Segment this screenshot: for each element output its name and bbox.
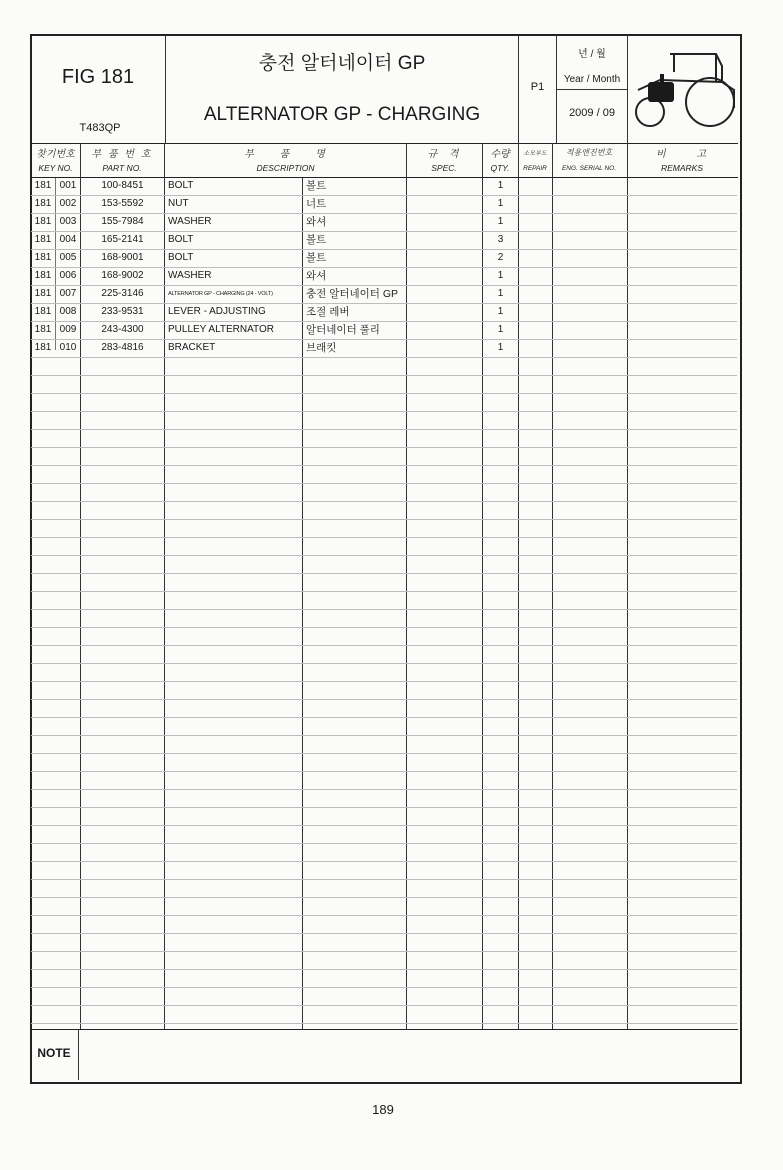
ruled-line <box>31 357 737 358</box>
part-key-number: 002 <box>59 198 77 209</box>
part-number: 168-9001 <box>101 252 144 263</box>
part-key-number: 008 <box>59 306 77 317</box>
column-spec-english: SPEC. <box>431 163 457 173</box>
part-description-english: PULLEY ALTERNATOR <box>168 324 274 335</box>
part-description-korean: 너트 <box>306 198 327 210</box>
part-description-korean: 볼트 <box>306 180 327 192</box>
part-quantity: 1 <box>497 180 504 191</box>
header-divider <box>557 89 627 90</box>
part-key-number: 007 <box>59 288 77 299</box>
part-number: 153-5592 <box>101 198 144 209</box>
ruled-line <box>31 591 737 592</box>
part-fig-number: 181 <box>34 342 52 353</box>
column-part-english: PART NO. <box>102 163 142 173</box>
ruled-line <box>31 717 737 718</box>
tractor-icon <box>630 46 738 134</box>
ruled-line <box>31 699 737 700</box>
ruled-line <box>31 843 737 844</box>
part-number: 233-9531 <box>101 306 144 317</box>
column-description-korean: 부 품 명 <box>244 148 327 160</box>
part-key-number: 009 <box>59 324 77 335</box>
part-key-number: 003 <box>59 216 77 227</box>
ruled-line <box>31 609 737 610</box>
part-number: 283-4816 <box>101 342 144 353</box>
fig-number: FIG 181 <box>61 65 135 88</box>
part-key-number: 001 <box>59 180 77 191</box>
part-description-english: BOLT <box>168 180 194 191</box>
part-key-number: 006 <box>59 270 77 281</box>
part-description-english: LEVER - ADJUSTING <box>168 306 266 317</box>
page-number: 189 <box>372 1101 394 1117</box>
part-description-korean: 충전 알터네이터 GP <box>306 288 399 300</box>
ruled-line <box>31 735 737 736</box>
part-description-korean: 조절 레버 <box>306 306 350 318</box>
column-part-korean: 부 품 번 호 <box>91 148 153 160</box>
part-description-english: NUT <box>168 198 189 209</box>
ruled-line <box>31 627 737 628</box>
ruled-line <box>31 465 737 466</box>
ruled-line <box>31 789 737 790</box>
ruled-line <box>31 681 737 682</box>
part-fig-number: 181 <box>34 288 52 299</box>
part-quantity: 3 <box>497 234 504 245</box>
ruled-line <box>31 897 737 898</box>
column-engine-korean: 적용엔진번호 <box>565 147 613 157</box>
ruled-line <box>31 375 737 376</box>
part-key-number: 004 <box>59 234 77 245</box>
column-key-korean: 찾기번호 <box>36 148 75 160</box>
ruled-line <box>31 933 737 934</box>
ruled-line <box>31 807 737 808</box>
column-qty-english: QTY. <box>490 163 510 173</box>
ruled-line <box>31 555 737 556</box>
ruled-line <box>31 393 737 394</box>
part-number: 155-7984 <box>101 216 144 227</box>
part-fig-number: 181 <box>34 306 52 317</box>
ruled-line <box>31 519 737 520</box>
ruled-line <box>31 969 737 970</box>
part-description-english: ALTERNATOR GP - CHARGING (24 - VOLT) <box>168 291 273 297</box>
ruled-line <box>31 537 737 538</box>
part-number: 243-4300 <box>101 324 144 335</box>
column-repair-english: REPAIR <box>523 164 547 172</box>
part-description-english: WASHER <box>168 216 212 227</box>
part-quantity: 1 <box>497 216 504 227</box>
ruled-line <box>31 771 737 772</box>
column-spec-korean: 규 격 <box>427 148 461 160</box>
part-quantity: 1 <box>497 288 504 299</box>
part-number: 165-2141 <box>101 234 144 245</box>
ruled-line <box>31 1005 737 1006</box>
column-remarks-korean: 비 고 <box>656 148 708 160</box>
note-top-line <box>31 1029 738 1030</box>
part-description-korean: 와셔 <box>306 216 327 228</box>
part-fig-number: 181 <box>34 324 52 335</box>
year-month-korean: 년 / 월 <box>578 48 606 60</box>
ruled-line <box>31 1023 737 1024</box>
ruled-line <box>31 645 737 646</box>
part-fig-number: 181 <box>34 216 52 227</box>
note-label: NOTE <box>37 1046 71 1060</box>
part-number: 100-8451 <box>101 180 144 191</box>
part-fig-number: 181 <box>34 234 52 245</box>
ruled-line <box>31 987 737 988</box>
ruled-line <box>31 447 737 448</box>
part-quantity: 2 <box>497 252 504 263</box>
column-qty-korean: 수량 <box>490 148 510 160</box>
ruled-line <box>31 825 737 826</box>
publication-date: 2009 / 09 <box>569 107 615 119</box>
column-remarks-english: REMARKS <box>660 163 704 173</box>
part-quantity: 1 <box>497 306 504 317</box>
title-english: ALTERNATOR GP - CHARGING <box>203 104 481 125</box>
part-description-korean: 볼트 <box>306 252 327 264</box>
part-description-english: BRACKET <box>168 342 216 353</box>
part-fig-number: 181 <box>34 252 52 263</box>
part-description-korean: 브래킷 <box>306 342 337 354</box>
part-number: 168-9002 <box>101 270 144 281</box>
part-description-english: BOLT <box>168 252 194 263</box>
ruled-line <box>31 573 737 574</box>
note-divider <box>78 1030 79 1080</box>
year-month-english: Year / Month <box>563 73 621 85</box>
part-description-korean: 알터네이터 풀리 <box>306 324 380 336</box>
part-quantity: 1 <box>497 270 504 281</box>
ruled-line <box>31 501 737 502</box>
part-description-english: WASHER <box>168 270 212 281</box>
ruled-line <box>31 663 737 664</box>
page-label: P1 <box>530 81 545 93</box>
part-fig-number: 181 <box>34 180 52 191</box>
ruled-line <box>31 915 737 916</box>
column-repair-korean: 소모부도 <box>523 150 547 157</box>
model-code: T483QP <box>79 122 121 134</box>
part-quantity: 1 <box>497 324 504 335</box>
header-divider <box>627 35 628 143</box>
ruled-line <box>31 861 737 862</box>
column-key-english: KEY NO. <box>38 163 73 173</box>
ruled-line <box>31 951 737 952</box>
part-key-number: 005 <box>59 252 77 263</box>
part-quantity: 1 <box>497 198 504 209</box>
ruled-line <box>31 411 737 412</box>
part-description-korean: 볼트 <box>306 234 327 246</box>
column-line <box>302 178 303 1029</box>
ruled-line <box>31 753 737 754</box>
part-quantity: 1 <box>497 342 504 353</box>
column-description-english: DESCRIPTION <box>256 163 315 173</box>
part-description-english: BOLT <box>168 234 194 245</box>
part-key-number: 010 <box>59 342 77 353</box>
ruled-line <box>31 483 737 484</box>
ruled-line <box>31 429 737 430</box>
part-number: 225-3146 <box>101 288 144 299</box>
title-korean: 충전 알터네이터 GP <box>258 52 426 74</box>
part-fig-number: 181 <box>34 198 52 209</box>
ruled-line <box>31 879 737 880</box>
column-engine-english: ENG. SERIAL NO. <box>561 164 617 172</box>
part-description-korean: 와셔 <box>306 270 327 282</box>
part-fig-number: 181 <box>34 270 52 281</box>
